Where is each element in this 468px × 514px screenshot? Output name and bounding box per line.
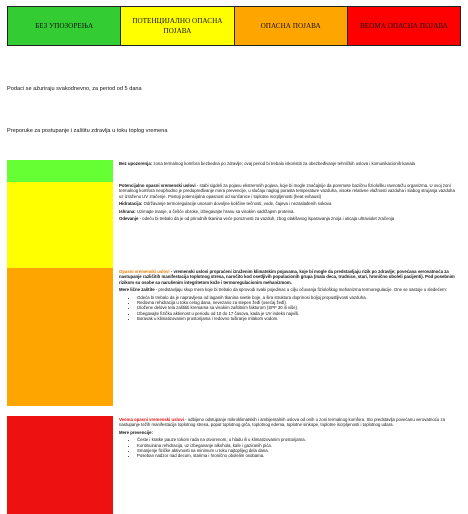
red-text: - odbijeno odstupanje mikroklimatskih i ambijentalnih uslova od onih u zoni termalnog komfora. Sto predstavlja povećanu verovatnoću za nastupanje težih manifestacija toplotnog stresa, poput toplotnog grča, toplotnog edema, toplotne sinkope, toplotne iscrpljenosti i toplotnog udara. (119, 417, 446, 428)
list-item: • Izbegavajte fizičku aktivnost u periodu od 10 do 17 časova, kada je UV indeks najviši. (137, 311, 457, 316)
level-no-warning (7, 160, 461, 182)
level-swatch-red (7, 416, 113, 514)
legend-no-warning: БЕЗ УПОЗОРЕЊА (8, 7, 121, 45)
warning-levels (7, 160, 461, 514)
yellow-text: - stabi sigdeli za pojavu ekstremnih pojava, koje bi mogle značajnije da poremete bazičnu fiziološku ravnotežu organizma. U ovoj zoni termalnog komfora neophodno je predupređivanje mera prevencije, u slučaju naglog porasta temperature vazduha, visoke relativne vlažnosti vazduha i slabog strujanja vazduha uz izraženo UV zračenje. Postoji potencijalna opasnost od sunčanice i toplotne iscrpljenosti (heat exhaust) (119, 183, 455, 199)
nutrition-text: Uzimajte manje, a češće obroke, izbegavajte hranu sa visokim sadržajem proteina. (136, 208, 295, 214)
legend-very-dangerous: ВЕОМА ОПАСНА ПОЈАВА (348, 7, 460, 45)
green-title: Bez upozorenja: (119, 161, 153, 166)
level-swatch-green (7, 160, 113, 182)
list-item: • Kontinuirana rehidracija, uz izbegavanje alkohola, kafe i gaziranih pića. (137, 443, 457, 448)
level-very-dangerous (7, 416, 461, 514)
level-dangerous (7, 268, 461, 406)
list-item: • Izložene delove tela zaštititi kremama sa visokim zaštitnim faktorom (SPF 30 ili više). (137, 305, 457, 310)
hydration-title: Hidratacija: (119, 201, 143, 207)
orange-bullets (119, 295, 457, 322)
hydration-text: Održavanje termoregulacije unosom dovoljne količine tečnosti, vode, čajeva i nezaslađenih sokova (143, 201, 332, 207)
legend-dangerous: ОПАСНА ПОЈАВА (235, 7, 348, 45)
list-item: • Odeća bi trebalo da je napravljena od laganih tkanina svetle boje, a šira struktura doprinosi boljoj propustljivosti vazduha. (137, 295, 457, 300)
clothing-text: - odeću bi trebalo da je od prirodnih tkanina veće poroznosti za vazduh, zbog olakšanog isparavanja znoja i uticaja ultraviolet zračenja (139, 216, 395, 222)
orange-text: - vremenski uslovi propraćeni izraženim klimatskim pojavama, koje bi mogle da predstavljaju rizik po zdravlje; povećana verovatnoća za nastupanje različitih manifestacija toplotnog stresa, naročito kod osetljivih populacionih grupa (mala deca, trudnice, stari, hronično oboleli pacijenti). Pod posebnim rizikom su osobe sa narušenim integritetom kože i termoregulacionim mehanizmom. (119, 269, 455, 285)
orange-title: Opasni vremenski uslovi (119, 269, 170, 274)
personal-protection-text: - predstavljaju skup mera koje bi trebalo da sprovodi svaki pojedinac u cilju očuvanja fiziološkog mehanizma termoregulacije. One se sastoje u sledećem: (155, 287, 447, 293)
personal-protection-title: Mere lične zaštite (119, 287, 155, 293)
list-item: • Smanjenje fizičke aktivnosti na minimum u toku najtoplijeg dela dana. (137, 448, 457, 453)
list-item: • Česte i kratke pauze tokom rada na otvorenom, u hladu ili u klimatizovanim prostorijama. (137, 437, 457, 442)
green-text: zona termalnog komfora bezbedna po zdravlje; ovaj period bi trebalo iskoristiti za obezbeđivanje tehničkih uslova i komunikacionih kanala (153, 161, 415, 166)
red-title: Veoma opasni vremenski uslovi (119, 417, 184, 422)
list-item: • Boravak u klimatizovanim prostorijama i redovno tuširanje mlakom vodom. (137, 316, 457, 321)
nutrition-title: Ishrana: (119, 208, 136, 214)
list-item: • Poseban nadzor nad decom, starima i hronično obolelim osobama. (137, 453, 457, 458)
level-swatch-yellow (7, 182, 113, 268)
red-bullets (119, 437, 457, 459)
legend-potentially-dangerous: ПОТЕНЦИЈАЛНО ОПАСНА ПОЈАВА (121, 7, 234, 45)
level-potentially-dangerous (7, 182, 461, 268)
warning-legend (7, 6, 461, 46)
recommendations-heading: Preporuke za postupanje i zaštitu zdravlja u toku toplog vremena (7, 128, 168, 134)
level-swatch-orange (7, 268, 113, 406)
yellow-title: Potencijalno opasni vremenski uslovi (119, 183, 196, 188)
update-note: Podaci se ažuriraju svakodnevno, za period od 5 dana (7, 86, 142, 92)
prevention-title: Mere prevencije: (119, 429, 153, 435)
list-item: • Redovna rehidracija u toku celog dana, nevezano za stepen žeđi (osećaj žeđi). (137, 300, 457, 305)
clothing-title: Odevanje (119, 216, 139, 222)
